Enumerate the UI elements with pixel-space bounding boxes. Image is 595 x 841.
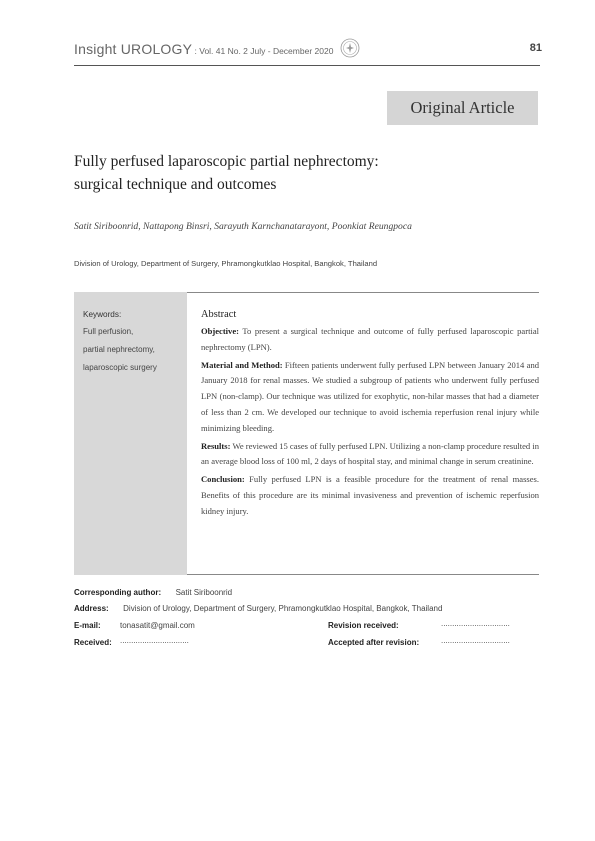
email-label: E-mail:	[74, 621, 101, 630]
header-divider	[74, 65, 540, 66]
received-label: Received:	[74, 638, 112, 647]
affiliation: Division of Urology, Department of Surgery, Phramongkutklao Hospital, Bangkok, Thailand	[74, 259, 378, 268]
address-label: Address:	[74, 604, 109, 613]
author-list: Satit Siriboonrid, Nattapong Binsri, Sarayuth Karnchanatarayont, Poonkiat Reungpoca	[74, 221, 412, 232]
email-value: tonasatit@gmail.com	[120, 621, 195, 630]
abstract-bottom-rule	[187, 574, 539, 575]
address-value: Division of Urology, Department of Surgery, Phramongkutklao Hospital, Bangkok, Thailand	[123, 604, 443, 613]
corresponding-author-value: Satit Siriboonrid	[175, 588, 233, 597]
revision-received-label: Revision received:	[328, 621, 399, 630]
section-text: To present a surgical technique and outcome of fully perfused laparoscopic partial nephrectomy (LPN).	[201, 326, 539, 352]
title-line-2: surgical technique and outcomes	[74, 176, 277, 193]
abstract-heading: Abstract	[201, 309, 237, 320]
section-text: Fifteen patients underwent fully perfused LPN between January 2014 and January 2018 for renal masses. We studied a subgroup of patients who underwent fully perfused LPN (non-clamp). Our technique was utilized for exophytic, non-hilar masses that had a diameter of less than 2 cm. We developed our technique to avoid ischemia reperfusion renal injury while minimizing bleeding.	[201, 359, 540, 433]
section-text: We reviewed 15 cases of fully perfused LPN. Utilizing a non-clamp procedure resulted in an average blood loss of 100 ml, 2 days of hospital stay, and minimal change in serum creatinine.	[201, 440, 539, 467]
abstract-top-rule	[187, 292, 539, 293]
keywords-heading: Keywords:	[83, 310, 122, 319]
keywords-panel	[74, 292, 187, 575]
corresponding-author-row	[74, 588, 232, 597]
keyword-item: partial nephrectomy,	[83, 345, 155, 354]
keyword-item: Full perfusion,	[83, 327, 134, 336]
section-label: Objective:	[201, 326, 239, 336]
journal-name: Insight UROLOGY	[74, 41, 193, 57]
abstract-methods	[201, 358, 539, 437]
revision-received-value: ...............................	[441, 619, 510, 628]
address-row	[74, 604, 442, 613]
abstract-conclusion	[201, 472, 539, 519]
email-row	[74, 621, 101, 630]
title-line-1: Fully perfused laparoscopic partial nephrectomy:	[74, 153, 379, 170]
section-text: Fully perfused LPN is a feasible procedure for the treatment of renal masses. Benefits of this procedure are its minimal invasiveness and prevention of ischemic reperfusion kidney injury.	[201, 474, 539, 516]
received-value: ...............................	[120, 636, 189, 645]
society-seal-icon	[340, 38, 360, 58]
abstract	[201, 308, 539, 522]
journal-header	[74, 41, 333, 57]
abstract-objective	[201, 324, 539, 356]
section-label: Material and Method:	[201, 359, 283, 370]
section-label: Results:	[201, 440, 231, 451]
section-label: Conclusion:	[201, 474, 245, 485]
article-title	[74, 150, 544, 196]
article-type-label: Original Article	[387, 91, 538, 125]
issue-info: : Vol. 41 No. 2 July - December 2020	[192, 46, 334, 56]
accepted-value: ...............................	[441, 636, 510, 645]
abstract-results	[201, 439, 539, 471]
corresponding-author-label: Corresponding author:	[74, 588, 162, 597]
keyword-item: laparoscopic surgery	[83, 363, 157, 372]
accepted-label: Accepted after revision:	[328, 638, 420, 647]
running-header	[74, 38, 542, 64]
page-number: 81	[529, 42, 542, 54]
